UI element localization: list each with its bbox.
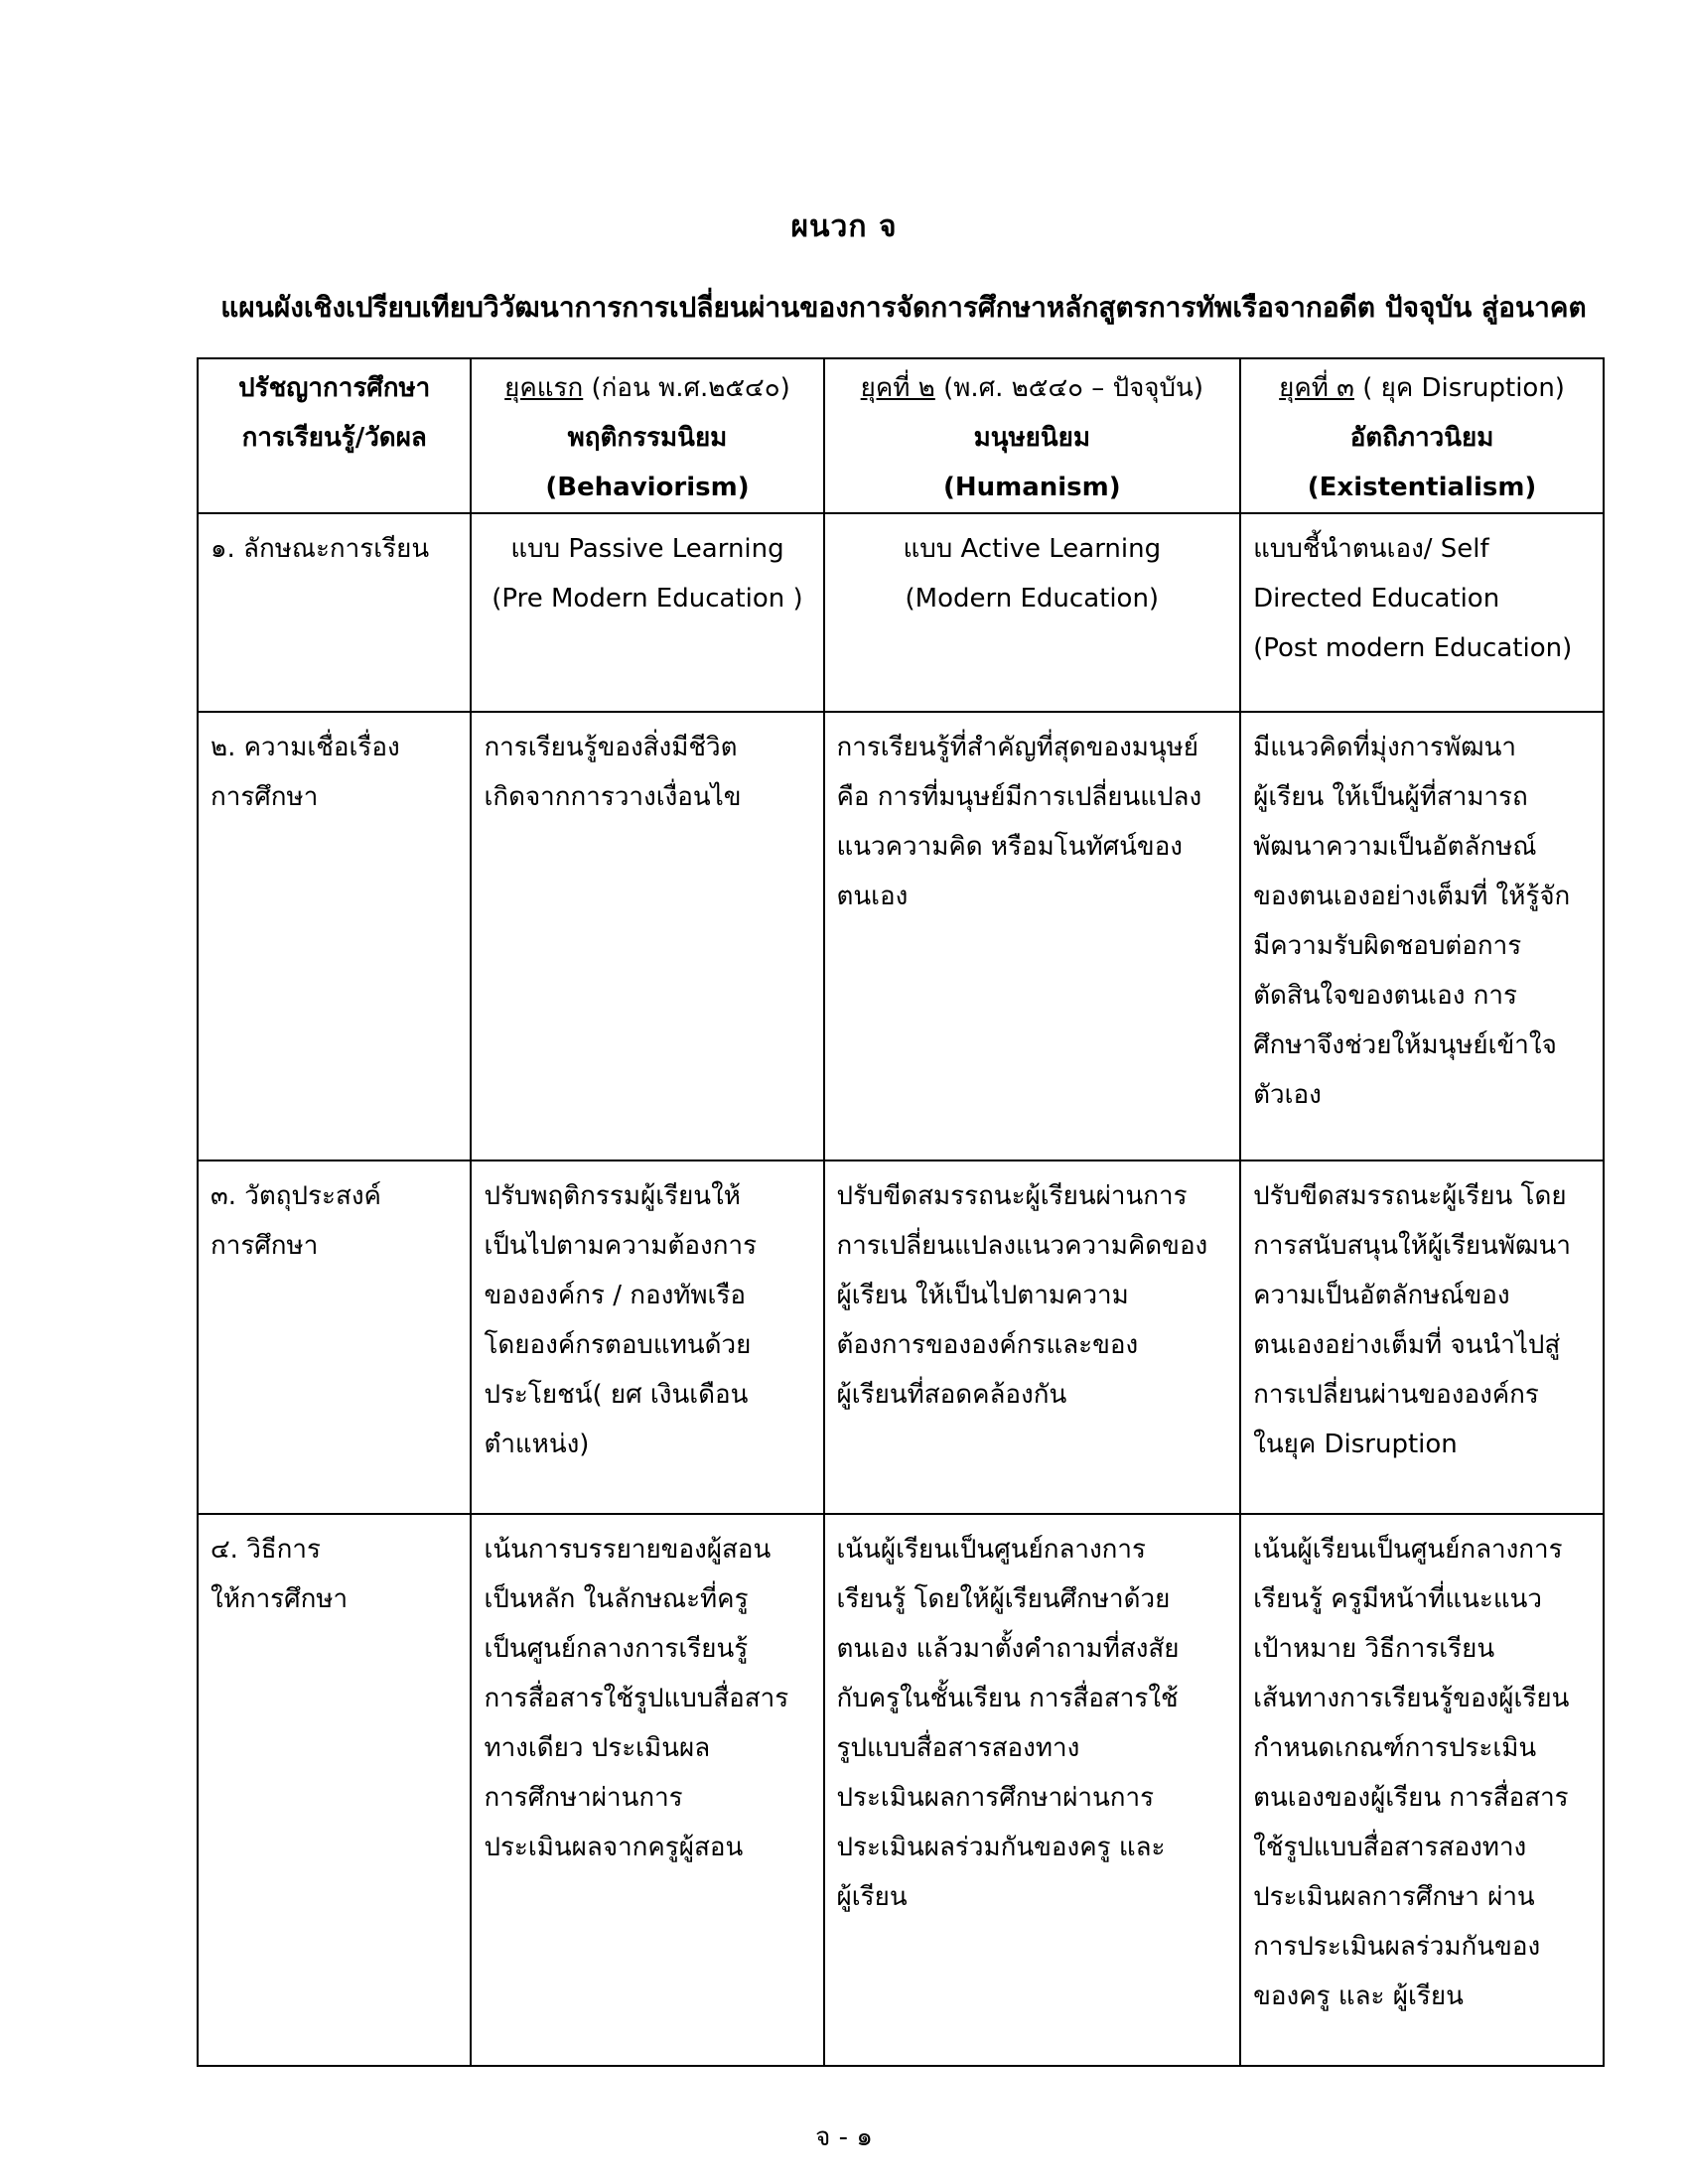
cell-line: เรียนรู้ ครูมีหน้าที่แนะแนว [1253, 1584, 1542, 1614]
cell-line: (Post modern Education) [1253, 633, 1573, 663]
cell-line: กับครูในชั้นเรียน การสื่อสารใช้ [836, 1684, 1179, 1713]
era-philosophy-english: (Humanism) [942, 473, 1121, 502]
era-heading [1253, 363, 1591, 413]
appendix-title: ผนวก จ [790, 209, 898, 244]
cell-line: ประโยชน์( ยศ เงินเดือน [484, 1380, 749, 1410]
cell-line: เกิดจากการวางเงื่อนไข [484, 782, 742, 812]
cell-line: ประเมินผลการศึกษาผ่านการ [836, 1783, 1155, 1813]
cell-era-3 [1240, 513, 1604, 712]
cell-line: ผู้เรียน ให้เป็นไปตามความ [836, 1281, 1129, 1310]
cell-line: มีแนวคิดที่มุ่งการพัฒนา [1253, 733, 1516, 762]
era-period: (ก่อน พ.ศ.๒๕๔๐) [583, 373, 790, 403]
row-head [198, 712, 471, 1160]
era-period: (พ.ศ. ๒๕๔๐ – ปัจจุบัน) [934, 373, 1203, 403]
header-era-2 [824, 358, 1241, 513]
cell-line: ประเมินผลจากครูผู้สอน [484, 1833, 744, 1862]
cell-line: ใช้รูปแบบสื่อสารสองทาง [1253, 1833, 1527, 1862]
cell-line: การศึกษา [211, 1231, 319, 1261]
cell-line: เป็นไปตามความต้องการ [484, 1231, 758, 1261]
cell-line: ผู้เรียน ให้เป็นผู้ที่สามารถ [1253, 782, 1528, 812]
cell-era-1 [471, 1514, 823, 2066]
cell-era-3 [1240, 1514, 1604, 2066]
table-header-row [198, 358, 1604, 513]
table-row [198, 1160, 1604, 1514]
cell-era-3 [1240, 1160, 1604, 1514]
cell-line: การศึกษา [211, 782, 319, 812]
cell-line: ๑. ลักษณะการเรียน [211, 534, 430, 564]
cell-era-2 [824, 513, 1241, 712]
cell-line: โดยองค์กรตอบแทนด้วย [484, 1330, 752, 1360]
cell-line: เน้นการบรรยายของผู้สอน [484, 1535, 772, 1565]
cell-line: การเรียนรู้ของสิ่งมีชีวิต [484, 733, 738, 762]
cell-line: ประเมินผลร่วมกันของครู และ [836, 1833, 1166, 1862]
cell-era-3 [1240, 712, 1604, 1160]
cell-line: เรียนรู้ โดยให้ผู้เรียนศึกษาด้วย [836, 1584, 1171, 1614]
cell-line: แบบ Active Learning [903, 534, 1162, 564]
cell-line: แบบ Passive Learning [510, 534, 784, 564]
cell-era-1 [471, 712, 823, 1160]
cell-line: ปรับขีดสมรรถนะผู้เรียน โดย [1253, 1181, 1567, 1211]
cell-era-1 [471, 1160, 823, 1514]
cell-era-2 [824, 712, 1241, 1160]
cell-line: ความเป็นอัตลักษณ์ของ [1253, 1281, 1510, 1310]
cell-line: การศึกษาผ่านการ [484, 1783, 683, 1813]
cell-line: ปรับพฤติกรรมผู้เรียนให้ [484, 1181, 741, 1211]
comparison-table [197, 357, 1605, 2067]
cell-line: มีความรับผิดชอบต่อการ [1253, 931, 1522, 961]
cell-line: ต้องการขององค์กรและของ [836, 1330, 1139, 1360]
header-line: การเรียนรู้/วัดผล [241, 423, 427, 453]
era-period: ( ยุค Disruption) [1353, 373, 1565, 403]
cell-line: แนวความคิด หรือมโนทัศน์ของ [836, 832, 1183, 862]
cell-line: ตำแหน่ง) [484, 1430, 590, 1459]
era-philosophy-name: พฤติกรรมนิยม [567, 423, 728, 453]
row-head [198, 513, 471, 712]
cell-line: การประเมินผลร่วมกันของ [1253, 1932, 1541, 1962]
cell-line: ตัวเอง [1253, 1080, 1322, 1110]
cell-line: ในยุค Disruption [1253, 1430, 1458, 1459]
cell-era-1 [471, 513, 823, 712]
era-heading [484, 363, 810, 413]
cell-line: เป็นหลัก ในลักษณะที่ครู [484, 1584, 749, 1614]
cell-line: การเปลี่ยนผ่านขององค์กร [1253, 1380, 1539, 1410]
cell-line: ปรับขีดสมรรถนะผู้เรียนผ่านการ [836, 1181, 1188, 1211]
cell-line: Directed Education [1253, 584, 1500, 614]
table-row [198, 513, 1604, 712]
cell-line: ผู้เรียน [836, 1882, 908, 1912]
era-label: ยุคที่ ๓ [1279, 373, 1354, 403]
cell-era-2 [824, 1160, 1241, 1514]
cell-line: ผู้เรียนที่สอดคล้องกัน [836, 1380, 1067, 1410]
cell-line: ตนเองของผู้เรียน การสื่อสาร [1253, 1783, 1569, 1813]
era-label: ยุคแรก [504, 373, 584, 403]
cell-line: ๔. วิธีการ [211, 1535, 321, 1565]
header-line: ปรัชญาการศึกษา [238, 373, 431, 403]
cell-line: รูปแบบสื่อสารสองทาง [836, 1733, 1080, 1763]
era-philosophy-name: มนุษยนิยม [973, 423, 1091, 453]
header-era-1 [471, 358, 823, 513]
cell-line: เส้นทางการเรียนรู้ของผู้เรียน [1253, 1684, 1570, 1713]
cell-line: ขององค์กร / กองทัพเรือ [484, 1281, 747, 1310]
cell-line: ตนเอง แล้วมาตั้งคำถามที่สงสัย [836, 1634, 1180, 1664]
era-philosophy-english: (Existentialism) [1307, 473, 1537, 502]
page-number: จ - ๑ [815, 2122, 873, 2152]
cell-line: เป็นศูนย์กลางการเรียนรู้ [484, 1634, 749, 1664]
cell-line: ประเมินผลการศึกษา ผ่าน [1253, 1882, 1535, 1912]
era-philosophy-english: (Behaviorism) [545, 473, 750, 502]
era-philosophy-name: อัตถิภาวนิยม [1349, 423, 1494, 453]
cell-line: การเปลี่ยนแปลงแนวความคิดของ [836, 1231, 1208, 1261]
cell-line: (Modern Education) [905, 584, 1160, 614]
cell-line: พัฒนาความเป็นอัตลักษณ์ [1253, 832, 1537, 862]
cell-line: เป้าหมาย วิธีการเรียน [1253, 1634, 1495, 1664]
era-label: ยุคที่ ๒ [860, 373, 935, 403]
document-title: แผนผังเชิงเปรียบเทียบวิวัฒนาการการเปลี่ยนผ่านของการจัดการศึกษาหลักสูตรการทัพเรือจากอดีต ปัจจุบัน สู่อนาคต [220, 291, 1587, 324]
cell-line: ตนเองอย่างเต็มที่ จนนำไปสู่ [1253, 1330, 1561, 1360]
cell-line: แบบชี้นำตนเอง/ Self [1253, 534, 1489, 564]
cell-line: เน้นผู้เรียนเป็นศูนย์กลางการ [1253, 1535, 1563, 1565]
cell-line: ตัดสินใจของตนเอง การ [1253, 981, 1517, 1011]
cell-line: (Pre Modern Education ) [492, 584, 803, 614]
cell-line: ๒. ความเชื่อเรื่อง [211, 733, 400, 762]
cell-line: ๓. วัตถุประสงค์ [211, 1181, 381, 1211]
cell-era-2 [824, 1514, 1241, 2066]
table-row [198, 1514, 1604, 2066]
header-era-3 [1240, 358, 1604, 513]
cell-line: การเรียนรู้ที่สำคัญที่สุดของมนุษย์ [836, 733, 1199, 762]
cell-line: ให้การศึกษา [211, 1584, 349, 1614]
cell-line: ตนเอง [836, 882, 909, 911]
row-head [198, 1514, 471, 2066]
cell-line: ศึกษาจึงช่วยให้มนุษย์เข้าใจ [1253, 1030, 1557, 1060]
cell-line: ทางเดียว ประเมินผล [484, 1733, 711, 1763]
cell-line: การสนับสนุนให้ผู้เรียนพัฒนา [1253, 1231, 1571, 1261]
cell-line: ของครู และ ผู้เรียน [1253, 1981, 1464, 2011]
cell-line: ของตนเองอย่างเต็มที่ ให้รู้จัก [1253, 882, 1571, 911]
cell-line: กำหนดเกณฑ์การประเมิน [1253, 1733, 1537, 1763]
era-heading [837, 363, 1228, 413]
cell-line: การสื่อสารใช้รูปแบบสื่อสาร [484, 1684, 789, 1713]
header-philosophy [198, 358, 471, 513]
table-row [198, 712, 1604, 1160]
row-head [198, 1160, 471, 1514]
cell-line: เน้นผู้เรียนเป็นศูนย์กลางการ [836, 1535, 1146, 1565]
cell-line: คือ การที่มนุษย์มีการเปลี่ยนแปลง [836, 782, 1202, 812]
